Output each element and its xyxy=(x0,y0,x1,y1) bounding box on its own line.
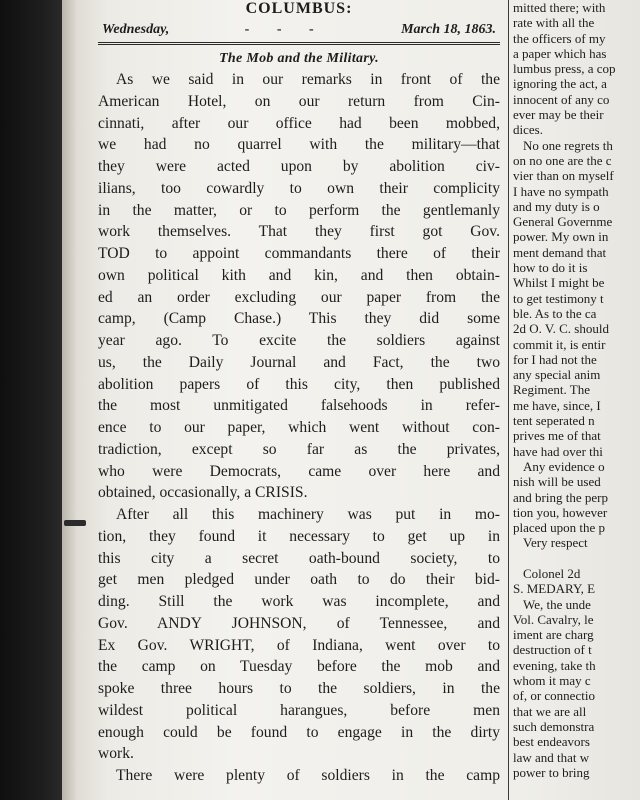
right-column-line: and bring the perp xyxy=(513,489,608,505)
right-column-line: power. My own in xyxy=(513,229,609,245)
article-line: in the matter, or to perform the gentlemanly xyxy=(98,201,500,219)
right-column-line: tion you, however xyxy=(513,504,608,520)
right-column-line: commit it, is entir xyxy=(513,336,606,352)
right-column-line: ignoring the act, a xyxy=(513,76,607,92)
binding-thread xyxy=(64,520,86,526)
right-column-line: Any evidence o xyxy=(523,458,605,474)
right-column-line: whom it may c xyxy=(513,673,591,689)
right-column-line: such demonstra xyxy=(513,718,595,734)
right-column-line: innocent of any co xyxy=(513,91,610,107)
article-line: we had no quarrel with the military—that xyxy=(98,136,500,154)
right-column-line: Colonel 2d xyxy=(523,565,581,581)
article-line: year ago. To excite the soldiers against xyxy=(98,332,500,349)
article-line: American Hotel, on our return from Cin- xyxy=(98,92,500,110)
right-column-line: how to do it is xyxy=(513,260,588,276)
dateline-day: Wednesday, xyxy=(102,22,170,37)
article-line: spoke three hours to the soldiers, in the xyxy=(98,680,500,697)
article-line: wildest political harangues, before men xyxy=(98,701,500,719)
binding-shadow xyxy=(0,0,62,800)
article-line: the most unmitigated falsehoods in refer- xyxy=(98,397,500,415)
right-column-line: placed upon the p xyxy=(513,520,606,536)
right-column-line: for I had not the xyxy=(513,351,597,367)
right-column-line: General Governme xyxy=(513,214,613,230)
main-column xyxy=(98,0,500,800)
article-paragraph-2 xyxy=(98,504,500,765)
right-column-line: rate with all the xyxy=(513,15,595,31)
article-paragraph-3 xyxy=(98,765,500,787)
masthead-rule xyxy=(98,42,500,45)
dateline xyxy=(98,20,500,40)
article-line: they were acted upon by abolition civ- xyxy=(98,158,500,175)
article-line: work themselves. That they first got Gov. xyxy=(98,223,500,241)
right-column-line: a paper which has xyxy=(513,45,607,61)
right-column-line: ble. As to the ca xyxy=(513,305,597,321)
article-line: tion, they found it necessary to get up in xyxy=(98,527,500,545)
right-column-line: ment demand that xyxy=(513,244,607,260)
article-paragraph-1 xyxy=(98,69,500,504)
right-column-line: law and that w xyxy=(513,749,590,765)
right-column-line: We, the unde xyxy=(523,596,591,612)
right-column-line: lumbus press, a cop xyxy=(513,61,616,77)
right-column-line: best endeavors xyxy=(513,734,590,750)
article-line: who were Democrats, came over here and xyxy=(98,462,500,480)
right-column-line: vier than on myself xyxy=(513,168,614,184)
right-column-line: Regiment. The xyxy=(513,382,591,398)
article-line: camp, (Camp Chase.) This they did some xyxy=(98,310,500,328)
masthead-city: COLUMBUS: xyxy=(245,0,353,17)
article-line: TOD to appoint commandants there of their xyxy=(98,245,500,262)
right-column-line: evening, take th xyxy=(513,657,596,673)
right-column xyxy=(513,0,640,800)
article-line: There were plenty of soldiers in the camp xyxy=(116,767,500,784)
article-line: Gov. ANDY JOHNSON, of Tennessee, and xyxy=(98,614,500,632)
right-column-line: iment are charg xyxy=(513,627,594,643)
article-line: ed an order excluding our paper from the xyxy=(98,288,500,306)
article-line: tradiction, except so far as the privates, xyxy=(98,440,500,458)
article-line: As we said in our remarks in front of the xyxy=(116,71,500,88)
article-line: obtained, occasionally, a CRISIS. xyxy=(98,484,308,502)
right-column-line: of, or connectio xyxy=(513,688,595,704)
right-column-line: any special anim xyxy=(513,367,601,383)
dateline-date: March 18, 1863. xyxy=(401,22,496,37)
article-line: work. xyxy=(98,745,134,763)
article-headline: The Mob and the Military. xyxy=(219,51,379,66)
article-line: ence to our paper, which went without con- xyxy=(98,419,500,436)
right-column-line: Very respect xyxy=(523,535,588,551)
article-line: own political kith and kin, and then obtain- xyxy=(98,266,500,284)
dateline-separator: - - - xyxy=(244,22,326,37)
right-column-line: power to bring xyxy=(513,764,590,780)
right-column-line: tent seperated n xyxy=(513,413,595,429)
right-column-line: mitted there; with xyxy=(513,0,606,15)
right-column-line: prives me of that xyxy=(513,428,601,444)
right-column-line: the officers of my xyxy=(513,30,606,46)
right-column-line: S. MEDARY, E xyxy=(513,581,596,597)
right-column-line: No one regrets th xyxy=(523,137,613,153)
right-column-line: 2d O. V. C. should xyxy=(513,321,609,337)
right-column-line: nish will be used xyxy=(513,474,601,490)
right-column-line: to get testimony t xyxy=(513,290,604,306)
article-line: ding. Still the work was incomplete, and xyxy=(98,593,500,610)
page-fold xyxy=(62,0,78,800)
article-line: enough could be found to engage in the dirty xyxy=(98,723,500,741)
right-column-line: me have, since, I xyxy=(513,397,601,413)
article-line: cinnati, after our office had been mobbed, xyxy=(98,114,500,132)
article-line: this city a secret oath-bound society, to xyxy=(98,549,500,567)
right-column-line: on no one are the c xyxy=(513,152,612,168)
right-column-line xyxy=(513,551,640,566)
right-column-line: dices. xyxy=(513,122,543,138)
column-divider xyxy=(508,0,509,800)
article-line: get men pledged under oath to do their bid- xyxy=(98,571,500,589)
article-line: us, the Daily Journal and Fact, the two xyxy=(98,353,500,371)
right-column-line: Vol. Cavalry, le xyxy=(513,611,594,627)
article-line: the camp on Tuesday before the mob and xyxy=(98,658,500,676)
right-column-line: destruction of t xyxy=(513,642,592,658)
right-column-line: ever may be their xyxy=(513,107,604,123)
article-line: ilians, too cowardly to own their complicity xyxy=(98,179,500,197)
article-line: After all this machinery was put in mo- xyxy=(116,506,500,523)
right-column-line: that we are all xyxy=(513,703,587,719)
article-body xyxy=(98,69,500,787)
right-column-line: and my duty is o xyxy=(513,198,600,214)
article-line: abolition papers of this city, then published xyxy=(98,375,500,393)
right-column-line: Whilst I might be xyxy=(513,275,605,291)
right-column-line: I have no sympath xyxy=(513,183,609,199)
article-line: Ex Gov. WRIGHT, of Indiana, went over to xyxy=(98,636,500,654)
right-column-line: have had over thi xyxy=(513,443,603,459)
